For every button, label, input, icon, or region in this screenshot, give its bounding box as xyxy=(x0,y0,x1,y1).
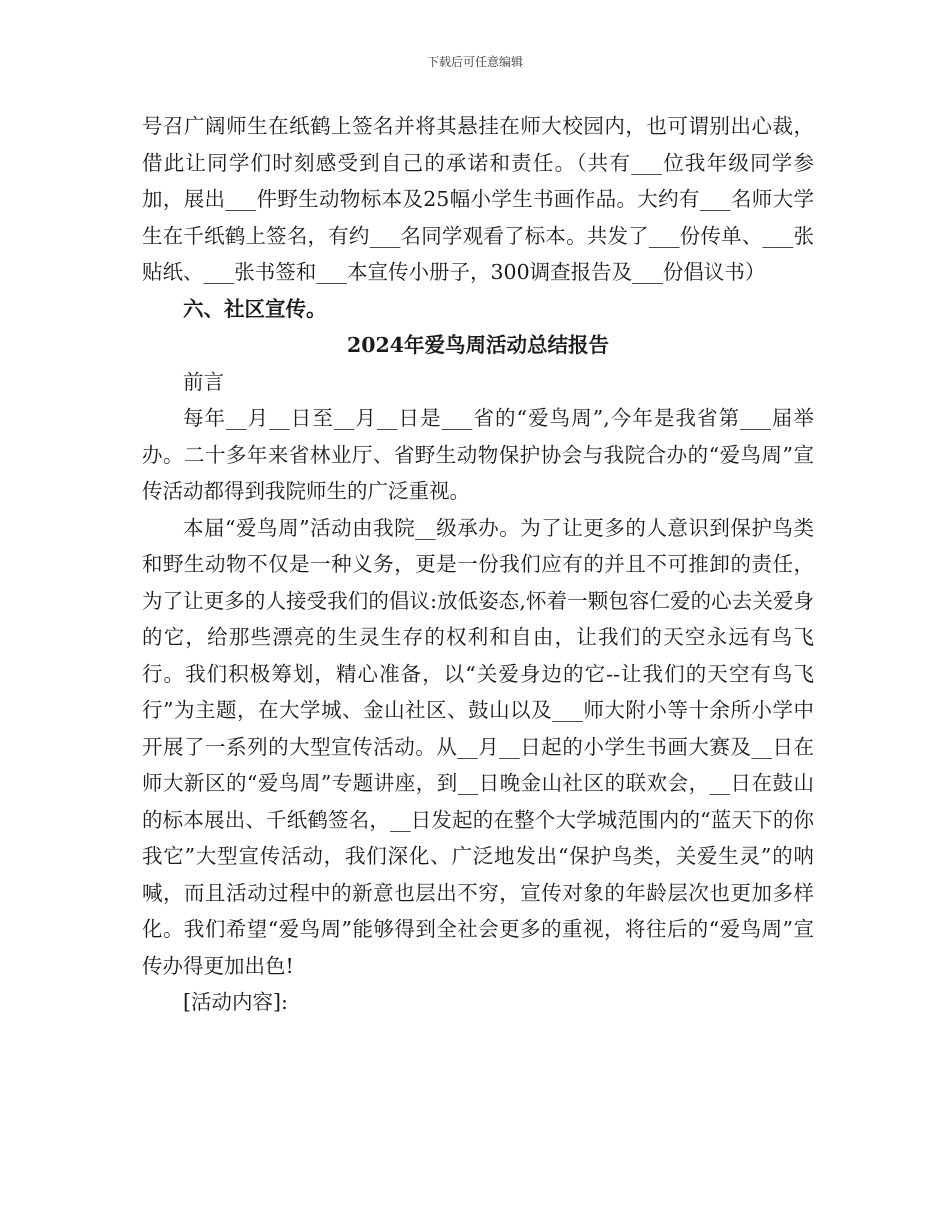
paragraph-1: 每年__月__日至__月__日是___省的“爱鸟周”,今年是我省第___届举办。二十多年来省林业厅、省野生动物保护协会与我院合办的“爱鸟周”宣传活动都得到我院师生的广泛重视。 xyxy=(142,406,814,503)
activity-content-label: [活动内容]: xyxy=(183,990,288,1014)
paragraph-2: 本届“爱鸟周”活动由我院__级承办。为了让更多的人意识到保护鸟类和野生动物不仅是一种义务，更是一份我们应有的并且不可推卸的责任，为了让更多的人接受我们的倡议:放低姿态,怀着一颗包容仁爱的心去关爱身的它，给那些漂亮的生灵生存的权利和自由，让我们的天空永远有鸟飞行。我们积极筹划，精心准备，以“关爱身边的它--让我们的天空有鸟飞行”为主题，在大学城、金山社区、鼓山以及___师大附小等十余所小学中开展了一系列的大型宣传活动。从__月__日起的小学生书画大赛及__日在师大新区的“爱鸟周”专题讲座，到__日晚金山社区的联欢会，__日在鼓山的标本展出、千纸鹤签名，__日发起的在整个大学城范围内的“蓝天下的你我它”大型宣传活动，我们深化、广泛地发出“保护鸟类，关爱生灵”的呐喊，而且活动过程中的新意也层出不穷，宣传对象的年龄层次也更加多样化。我们希望“爱鸟周”能够得到全社会更多的重视，将往后的“爱鸟周”宣传办得更加出色! xyxy=(142,515,814,978)
intro-paragraph: 号召广阔师生在纸鹤上签名并将其悬挂在师大校园内，也可谓别出心裁，借此让同学们时刻感受到自己的承诺和责任。（共有___位我年级同学参加，展出___件野生动物标本及25幅小学生书画作品。大约有___名师大学生在千纸鹤上签名，有约___名同学观看了标本。共发了___份传单、___张贴纸、___张书签和___本宣传小册子，300调查报告及___份倡议书） xyxy=(142,114,814,284)
document-body xyxy=(142,108,814,1021)
preface-label: 前言 xyxy=(183,369,224,394)
header-note: 下载后可任意编辑 xyxy=(426,55,523,69)
report-title: 2024年爱鸟周活动总结报告 xyxy=(346,333,610,357)
section-heading-community: 六、社区宣传。 xyxy=(183,296,327,321)
